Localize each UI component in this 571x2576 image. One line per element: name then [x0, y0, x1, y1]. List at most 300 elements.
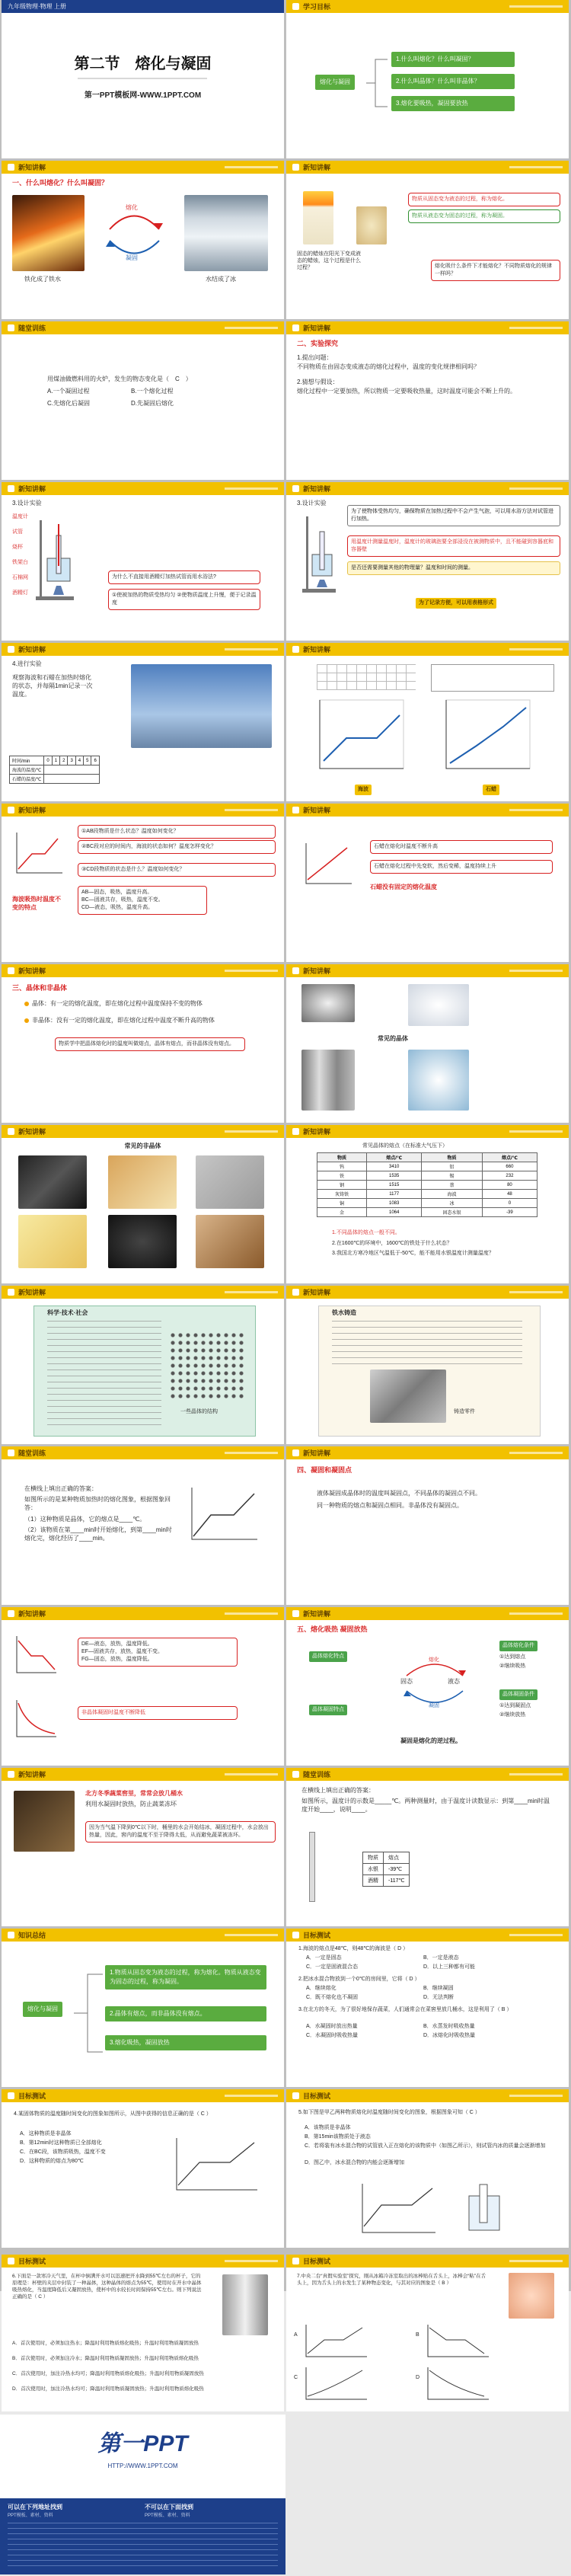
header-bar [225, 2095, 278, 2097]
tag-hypo: 海波 [355, 785, 372, 795]
header-bar [509, 1612, 563, 1615]
table-row [317, 1208, 538, 1217]
slide-header [286, 1125, 569, 1138]
header-title: 新知讲解 [303, 967, 331, 975]
footer-left-title: 可以在下列地址找到 [8, 2504, 62, 2510]
label-thermometer: 温度计 [12, 514, 28, 519]
sts-text-lines [47, 1321, 161, 1427]
header-title: 目标测试 [18, 2258, 46, 2265]
tag-melt-condition: 晶体熔化条件 [499, 1641, 538, 1651]
table-cell: 铜 [317, 1199, 367, 1208]
slide-header [286, 161, 569, 174]
q7-opt-d: D [416, 2375, 420, 2380]
step-2: 2.猜想与假设： [297, 379, 339, 385]
noncrystal-freeze-curve [12, 1699, 58, 1740]
header-bar [225, 1612, 278, 1615]
header-icon [292, 1610, 299, 1617]
q6-b: B．首次使用时，必须加注冷水；降温时利用物质凝固放热；升温时利用物质熔化吸热 [12, 2356, 199, 2361]
slide-candle [286, 161, 569, 319]
slide-heat [286, 1607, 569, 1766]
fact-1: 1.不同晶体的熔点一般不同。 [332, 1230, 400, 1235]
table-cell: 锡 [422, 1171, 483, 1181]
bullet-icon [24, 1018, 29, 1023]
note-question: 为什么不直接用酒精灯加热试管而用水浴法? [108, 570, 260, 584]
slide-inquiry [286, 321, 569, 480]
header-bar [509, 487, 563, 490]
table-cell: 钨 [317, 1162, 367, 1171]
freezing-text-1: 液体凝固成晶体时的温度叫凝固点，不同晶体的凝固点不同。 [317, 1490, 481, 1497]
table-header-cell: 熔点/℃ [482, 1153, 537, 1162]
slide-header [2, 1446, 284, 1459]
table-cell: 0 [482, 1199, 537, 1208]
slide-header [286, 1607, 569, 1620]
label-gauze: 石棉网 [12, 575, 28, 580]
footer-brand [0, 2415, 286, 2498]
thermometer-image [309, 1832, 315, 1902]
table-cell: 萘 [422, 1181, 483, 1190]
header-title: 学习目标 [303, 3, 331, 11]
header-icon [292, 164, 299, 171]
header-icon [8, 2258, 14, 2264]
slide-question-7-final [286, 2255, 569, 2411]
table-head: 6 [91, 756, 99, 765]
header-bar [225, 1452, 278, 1454]
header-bar [509, 1130, 563, 1133]
casting-photo [370, 1369, 446, 1423]
header-bar [509, 2260, 563, 2262]
header-bar [509, 1934, 563, 1936]
q5: 5.如下图是甲乙两种物质熔化时温度随时间变化的图象，根据图象可知（ C ） [298, 2110, 480, 2115]
table-cell: 660 [482, 1162, 537, 1171]
q1-d: D．以上三种都有可能 [423, 1964, 476, 1970]
candle-image [303, 191, 333, 244]
table-row [317, 1190, 538, 1199]
q2-d: D．无法判断 [423, 1995, 455, 2000]
header-bar [225, 809, 278, 811]
question-text: 如图所示，温度计的示数是_____℃。两种测量时，由于温度计读数显示：到第____min时温度开始____，说明____。 [301, 1798, 550, 1813]
row-label: 石蜡的温度/℃ [10, 775, 44, 784]
q1-b: B．一定是液态 [423, 1955, 459, 1961]
slide-design-2 [286, 482, 569, 641]
q4-d: D．这种物质的熔点为80℃ [20, 2159, 84, 2164]
melt-label: 熔化 [126, 204, 138, 211]
table-cell: 232 [482, 1171, 537, 1181]
slide-header [286, 482, 569, 495]
q6: 6.下面是一款寒冷天气里，在杯中倒满开水可以迅速把开水降到55℃左右的杯子，它的原理是：杯壁的夹层中封装了一种晶体，这种晶体的熔点为55℃，使用时在开水中晶体吸热熔化，当温度降低后又凝固放热，使杯中的水较长时间保持55℃左右。则下列说法正确的是（ C ） [12, 2274, 202, 2300]
header-bar [509, 327, 563, 329]
candle-question-2: 熔化吸什么条件下才能熔化？不同物质熔化的规律一样吗？ [431, 260, 560, 281]
wax-image [356, 206, 387, 244]
ice-image [408, 1050, 469, 1111]
header-bar [225, 327, 278, 329]
slide-freezing-point [286, 1446, 569, 1605]
apparatus-drawing [300, 513, 338, 596]
q7-graph-a [301, 2323, 370, 2361]
resin-image [196, 1215, 264, 1268]
q7-graph-c [301, 2366, 370, 2404]
solid-label: 固态 [400, 1678, 413, 1685]
slide-header [286, 2089, 569, 2102]
slide-design-1 [2, 482, 284, 641]
header-title: 新知讲解 [18, 1610, 46, 1618]
q4-c: C．在BC段，该物质吸热，温度不变 [20, 2149, 106, 2155]
noncrystal-note: 非晶体凝固时温度不断降低 [78, 1706, 238, 1720]
header-icon [8, 646, 14, 653]
goal-item-3: 3.熔化要吸热，凝固要放热 [391, 96, 515, 111]
footer-left-sub: PPT模板、素材、资料 [8, 2514, 53, 2518]
header-bar [509, 970, 563, 972]
q7-graph-b [423, 2323, 492, 2361]
footer-url: HTTP://WWW.1PPT.COM [107, 2463, 178, 2469]
header-title: 目标测试 [303, 2258, 331, 2265]
header-icon [8, 1449, 14, 1456]
table-header-cell: 物质 [317, 1153, 367, 1162]
goals-brace [366, 56, 389, 110]
option-d: D.先凝固后熔化 [131, 400, 174, 407]
table-cell: 金 [317, 1208, 367, 1217]
table-row [317, 1162, 538, 1171]
q5-b: B．第15min该物质处于液态 [305, 2134, 371, 2140]
header-icon [8, 1771, 14, 1778]
header-bar [225, 1130, 278, 1133]
header-icon [292, 1932, 299, 1938]
cover-subtitle: 第一PPT模板网-WWW.1PPT.COM [84, 91, 202, 100]
breadcrumb: 九年级物理·物理 上册 [8, 3, 66, 10]
table-header-cell: 熔点/℃ [367, 1153, 422, 1162]
wax-conclusion: 石蜡没有固定的熔化温度 [370, 884, 437, 890]
question-2: ②BC段对应的时间内，海波的状态如何？温度怎样变化？ [78, 840, 276, 854]
section-heading: 一、什么叫熔化？什么叫凝固？ [12, 179, 109, 187]
table-head: 4 [75, 756, 83, 765]
header-title: 新知讲解 [303, 1128, 331, 1136]
q5-apparatus [461, 2181, 507, 2238]
note-freeze: 物质从液态变为固态的过程，称为凝固。 [408, 209, 560, 223]
melting-point-table [317, 1152, 538, 1217]
icicle-image [184, 195, 268, 271]
slide-header [286, 804, 569, 817]
slide-crystal-images [286, 964, 569, 1123]
crystal-structure-image [169, 1331, 245, 1400]
tag-wax: 石蜡 [483, 785, 499, 795]
q2-b: B．继续凝固 [423, 1986, 454, 1991]
q3-a: A．水凝固时放出热量 [306, 2024, 358, 2029]
experiment-text: 观察海波和石蜡在加热时熔化的状态，并每隔1min记录一次温度。 [12, 674, 93, 698]
table-header-row [317, 1153, 538, 1162]
summary-item-3: 3.熔化吸热，凝固放热 [105, 2035, 266, 2050]
slide-header [2, 1768, 284, 1781]
q3-d: D．冰熔化时吸收热量 [423, 2033, 476, 2038]
question-1: ①AB段物质是什么状态？温度如何变化？ [78, 825, 276, 839]
header-icon [8, 1128, 14, 1135]
header-bar [509, 5, 563, 8]
table-head: 1 [52, 756, 59, 765]
salt-image [408, 984, 469, 1026]
header-bar [509, 1291, 563, 1293]
header-bar [509, 809, 563, 811]
hypo-curve [11, 831, 64, 877]
slide-header [2, 2089, 284, 2102]
noncrystal-caption: 常见的非晶体 [124, 1143, 161, 1149]
header-title: 新知讲解 [18, 646, 46, 654]
goals-center: 熔化与凝固 [315, 75, 355, 90]
header-title: 新知讲解 [18, 1128, 46, 1136]
header-title: 新知讲解 [303, 1289, 331, 1296]
quantity-note: 是否还需要测量其他的物理量？温度和时间的测量。 [347, 561, 560, 575]
slide-freeze-analysis [2, 1607, 284, 1766]
table-cell: 海波 [422, 1190, 483, 1199]
label-beaker: 烧杯 [12, 545, 23, 550]
q4-a: A．这种物质是非晶体 [20, 2131, 72, 2137]
header-title: 目标测试 [18, 2092, 46, 2100]
q7-opt-a: A [294, 2332, 298, 2338]
graph-hypo [305, 696, 411, 784]
data-table [9, 756, 100, 784]
glass-image [108, 1155, 177, 1209]
q3: 3.在北方的冬天，为了很好地保存蔬菜，人们通常会在菜窖里放几桶水，这是利用了（ B ） [298, 2007, 512, 2012]
cond-3: ①达到凝固点 [499, 1703, 531, 1708]
page-title: 第二节 熔化与凝固 [74, 56, 212, 72]
option-a: A.一个凝固过程 [47, 388, 90, 395]
tongue-image [509, 2273, 554, 2319]
header-icon [292, 324, 299, 331]
header-title: 知识总结 [18, 1932, 46, 1939]
step-label: 4.进行实验 [12, 660, 42, 667]
slide-header [286, 1446, 569, 1459]
tag-freeze-feature: 晶体凝固特点 [309, 1705, 347, 1715]
header-icon [292, 1449, 299, 1456]
q6-a: A．首次使用时，必须加注热水；降温时利用物质熔化吸热；升温时利用物质凝固放热 [12, 2341, 199, 2346]
header-icon [292, 1128, 299, 1135]
footer-right-sub: PPT模板、素材、资料 [145, 2514, 190, 2518]
step-2-text: 熔化过程中一定要加热，所以物质一定要吸收热量，这时温度可能会不断上升的。 [297, 388, 516, 395]
header-bar [225, 970, 278, 972]
table-cell: 固态水银 [422, 1208, 483, 1217]
plastic-image [196, 1155, 264, 1209]
casting-caption: 铸造零件 [454, 1409, 475, 1414]
slide-goals [286, 0, 569, 158]
cell: 酒精 [363, 1875, 384, 1887]
option-b: B.一个熔化过程 [131, 388, 174, 395]
header-icon [8, 807, 14, 813]
point-table [362, 1852, 410, 1887]
freezing-text-2: 同一种物质的熔点和凝固点相同。非晶体没有凝固点。 [317, 1502, 463, 1509]
freeze-label: 凝固 [429, 1703, 439, 1708]
header-bar [225, 2260, 278, 2262]
step-label: 3.设计实验 [12, 500, 42, 507]
section-heading: 三、晶体和非晶体 [12, 984, 68, 992]
q7-graph-d [423, 2366, 492, 2404]
slide-header [2, 804, 284, 817]
header-bar [509, 166, 563, 168]
table-cell: 1177 [367, 1190, 422, 1199]
note-answer: ①使被加热的物质受热均匀 ②使物质温度上升慢，便于记录温度 [108, 589, 260, 610]
footer-right-title: 不可以在下面找到 [145, 2504, 193, 2510]
slide-header [286, 321, 569, 334]
table-tag: 为了记录方便，可以用表格形式 [416, 598, 496, 609]
table-cell: 铝 [422, 1162, 483, 1171]
sts-title: 科学·技术·社会 [47, 1309, 88, 1316]
table-row [317, 1199, 538, 1208]
q6-d: D．首次使用时，加注冷热水均可；降温时利用物质凝固放热；升温时利用物质熔化吸热 [12, 2386, 204, 2392]
q4-graph [169, 2135, 260, 2196]
slide-vegetable [2, 1768, 284, 1926]
slide-sts [2, 1286, 284, 1444]
crown-image [301, 984, 355, 1022]
slide-header [2, 1607, 284, 1620]
paraffin-image [18, 1215, 87, 1268]
header-icon [292, 1289, 299, 1296]
header-title: 新知讲解 [303, 1610, 331, 1618]
slide-summary [2, 1929, 284, 2087]
q6-c: C．首次使用时，加注冷热水均可；降温时利用物质熔化吸热；升温时利用物质凝固放热 [12, 2371, 204, 2376]
header-title: 新知讲解 [18, 485, 46, 493]
answer-ef: EF—固液共存，放热，温度不变。 [81, 1649, 163, 1654]
header-icon [292, 1771, 299, 1778]
tag-melt-feature: 晶体熔化特点 [309, 1651, 347, 1662]
slide-train-3 [286, 1768, 569, 1926]
liquid-label: 液态 [448, 1678, 460, 1685]
q3-c: C．水凝固时吸收热量 [306, 2033, 359, 2038]
slide-header [2, 482, 284, 495]
slide-header [2, 1929, 284, 1942]
table-head: 时间/min [10, 756, 44, 765]
slide-wax-analysis [286, 804, 569, 962]
experiment-photo [131, 664, 272, 748]
inverse-note: 凝固是熔化的逆过程。 [400, 1737, 461, 1744]
cond-4: ②继续放热 [499, 1712, 526, 1718]
melt-label: 熔化 [429, 1657, 439, 1663]
q7: 7.中央二台“真假实验室”探究，刚从冰箱冷冻室取出的冰棒贴在舌头上，冰棒会“粘”在舌头上，因为舌头上的水发生了某种物态变化，与其对应的图象是（ B ） [297, 2274, 486, 2286]
melting-point-note: 物质学中把晶体熔化时的温度叫做熔点，晶体有熔点，而非晶体没有熔点。 [55, 1037, 245, 1051]
slide-test-2 [2, 2089, 284, 2248]
table-cell [44, 775, 99, 784]
q1: 1.海波的熔点是48℃，则48℃的海波是（ D ） [298, 1946, 409, 1951]
slide-header [2, 643, 284, 656]
header-icon [8, 324, 14, 331]
slide-noncrystal [2, 1125, 284, 1283]
header-title: 新知讲解 [18, 1771, 46, 1779]
table-cell: -39 [482, 1208, 537, 1217]
candle-question: 固态的蜡烛在阳光下变成液态的蜡烛，这个过程是什么过程？ [297, 251, 361, 270]
cup-image [222, 2274, 268, 2335]
question-2: 2.在1600℃的环境中，1600℃的铁处于什么状态？ [332, 1241, 452, 1246]
wax-answer-1: 石蜡在熔化时温度不断升高 [370, 840, 553, 854]
slide-casting [286, 1286, 569, 1444]
header-title: 目标测试 [303, 1932, 331, 1939]
header-icon [8, 1932, 14, 1938]
slide-header [2, 1286, 284, 1299]
option-c: C.先熔化后凝固 [47, 400, 90, 407]
slide-hypo-analysis [2, 804, 284, 962]
table-cell: 1515 [367, 1181, 422, 1190]
summary-brace [74, 1971, 104, 2055]
header-bar [509, 648, 563, 650]
slide-experiment [2, 643, 284, 801]
goal-item-1: 1.什么叫熔化？什么叫凝固？ [391, 52, 515, 67]
header-bar [225, 1934, 278, 1936]
header-title: 新知讲解 [303, 646, 331, 654]
slide-header [2, 161, 284, 174]
header-icon [292, 485, 299, 492]
q1-a: A．一定是固态 [306, 1955, 342, 1961]
header-bar [225, 487, 278, 490]
table-cell: 80 [482, 1181, 537, 1190]
table-title: 常见晶体的熔点（在标准大气压下） [362, 1143, 448, 1149]
header-title: 随堂训练 [18, 1449, 46, 1457]
header-title: 新知讲解 [303, 1449, 331, 1457]
answer-ab: AB—固态，吸热，温度升高。 [81, 890, 153, 895]
answer-fg: FG—固态，放热，温度降低。 [81, 1657, 153, 1662]
question: 用煤油做燃料用的火炉，发生的物态变化是（ C ） [47, 376, 192, 382]
slide-header [286, 0, 569, 13]
table-cell: 钢 [317, 1181, 367, 1190]
q5-a: A．该物质是非晶体 [305, 2125, 351, 2130]
section-heading: 五、熔化吸热 凝固放热 [297, 1625, 368, 1633]
caption-right: 水结成了冰 [206, 276, 236, 283]
slide-header [2, 964, 284, 977]
header-bar [509, 2095, 563, 2097]
slide-train-1 [2, 321, 284, 480]
footer-logo: 第一PPT [97, 2431, 188, 2456]
cond-2: ②继续吸热 [499, 1664, 526, 1669]
question-graph [184, 1485, 260, 1545]
summary-center: 熔化与凝固 [23, 2002, 62, 2017]
cellar-text-1: 北方冬季蔬菜窖里，常常会放几桶水 [85, 1790, 183, 1797]
pitch-image [18, 1155, 87, 1209]
header-icon [8, 164, 14, 171]
mineral-image [301, 1050, 355, 1111]
question-3: ③CD段物质的状态是什么？温度如何变化？ [78, 863, 276, 877]
section-heading: 二、实验探究 [297, 340, 339, 347]
casting-title: 铁水铸造 [332, 1309, 356, 1316]
header-icon [292, 2258, 299, 2264]
slide-header [2, 1125, 284, 1138]
header-icon [8, 2092, 14, 2099]
question-4: （2）该物质在第____min时开始熔化，到第____min时熔化完，熔化经历了____min。 [24, 1526, 172, 1542]
goal-item-2: 2.什么叫晶体？什么叫非晶体？ [391, 74, 515, 89]
slide-header [286, 1286, 569, 1299]
slide-header [2, 2255, 284, 2268]
header-title: 新知讲解 [18, 807, 46, 814]
note-melt: 物质从固态变为液态的过程，称为熔化。 [408, 193, 560, 206]
wax-curve [300, 842, 353, 887]
slide-test-1 [286, 1929, 569, 2087]
answer-bc: BC—固液共存，吸热，温度不变。 [81, 897, 164, 903]
slide-question-6 [2, 2250, 284, 2251]
header-title: 新知讲解 [18, 967, 46, 975]
step-label: 3.设计实验 [297, 500, 327, 507]
table-cell: 3410 [367, 1162, 422, 1171]
bullet-icon [24, 1002, 29, 1006]
q2-c: C．既不熔化也不凝固 [306, 1995, 359, 2000]
header-title: 新知讲解 [303, 164, 331, 171]
cell: 物质 [363, 1852, 384, 1864]
table-cell: 1064 [367, 1208, 422, 1217]
label-stand: 铁架台 [12, 560, 28, 565]
table-header-cell: 物质 [422, 1153, 483, 1162]
slide-header [2, 321, 284, 334]
answers [78, 886, 207, 915]
table-head: 2 [60, 756, 68, 765]
answer-cd: CD—液态，吸热，温度升高。 [81, 905, 154, 910]
cond-1: ①达到熔点 [499, 1654, 526, 1660]
slide-question-6-final [2, 2255, 284, 2411]
slide-graphs [286, 643, 569, 801]
q5-d: D．图乙中，冰水混合物的内能会逐渐增加 [305, 2160, 405, 2165]
rubber-image [108, 1215, 177, 1268]
footer-link-lines [8, 2523, 278, 2568]
q5-c: C．若将装有冰水混合物的试管放入正在熔化的该物质中（如图乙所示），则试管内冰的质量会逐渐增加 [305, 2143, 546, 2149]
